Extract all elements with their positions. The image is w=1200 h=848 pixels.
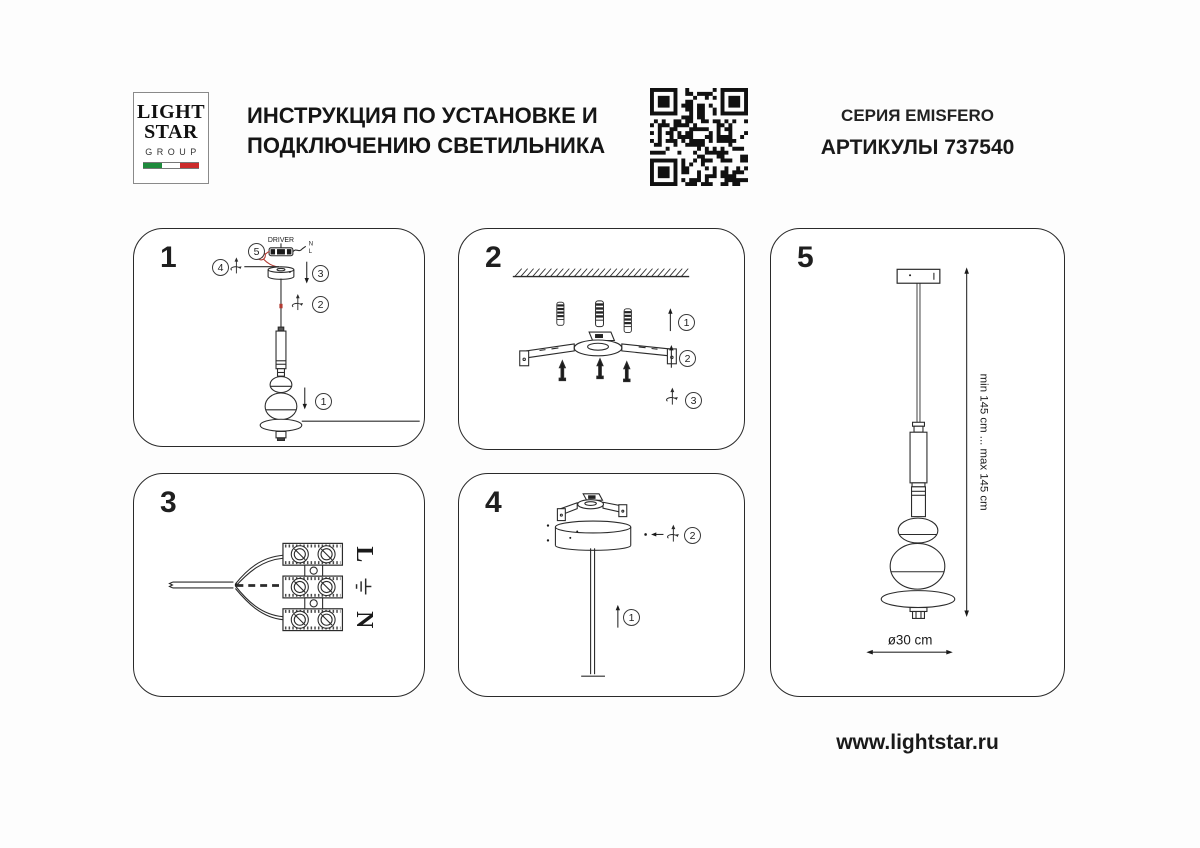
panel-5-number: 5 (797, 241, 814, 274)
step-1-badge: 1 (315, 393, 332, 410)
step-3-badge: 3 (312, 265, 329, 282)
red-band (279, 304, 282, 308)
lightstar-logo (133, 92, 209, 184)
ground-symbol-icon (357, 579, 372, 595)
panel-3-number: 3 (160, 486, 177, 519)
step-1-badge: 1 (623, 609, 640, 626)
step-4-badge: 4 (212, 259, 229, 276)
dimensions-drawing (771, 229, 1064, 696)
panel-1-number: 1 (160, 241, 177, 274)
step-2-badge: 2 (684, 527, 701, 544)
panel-step-3 (133, 473, 425, 697)
driver-label: DRIVER (267, 236, 295, 244)
panel-step-4 (458, 473, 745, 697)
step-2-badge: 2 (679, 350, 696, 367)
page-title (247, 101, 605, 161)
height-dimension-label: min 145 cm ... max 145 cm (977, 373, 990, 511)
qr-code (650, 88, 748, 186)
italian-flag-icon (143, 162, 199, 169)
step-1-badge: 1 (678, 314, 695, 331)
title-line-2: ПОДКЛЮЧЕНИЮ СВЕТИЛЬНИКА (247, 133, 606, 158)
website-url: www.lightstar.ru (836, 731, 999, 754)
articles-label: АРТИКУЛЫ 737540 (820, 136, 1015, 159)
panel-4-number: 4 (485, 486, 502, 519)
wire-n-label: N (308, 241, 314, 248)
wiring-terminal-drawing (134, 474, 424, 696)
step-2-badge: 2 (312, 296, 329, 313)
diameter-dimension-label: ø30 cm (887, 632, 933, 648)
panel-step-2 (458, 228, 745, 450)
panel-2-number: 2 (485, 241, 502, 274)
step-3-badge: 3 (685, 392, 702, 409)
logo-group: GROUP (145, 147, 201, 157)
terminal-l-label: L (351, 546, 378, 563)
step-5-badge: 5 (248, 243, 265, 260)
pendant-assembly-drawing (134, 229, 424, 446)
panel-step-1 (133, 228, 425, 447)
wire-l-label: L (308, 248, 313, 255)
logo-light: LIGHT (136, 101, 206, 123)
terminal-n-label: N (351, 611, 378, 629)
series-label: СЕРИЯ EMISFERO (841, 106, 994, 125)
ceiling-mounting-drawing (459, 229, 744, 449)
panel-step-5 (770, 228, 1065, 697)
title-line-1: ИНСТРУКЦИЯ ПО УСТАНОВКЕ И (247, 103, 598, 128)
logo-star: STAR (144, 121, 198, 143)
